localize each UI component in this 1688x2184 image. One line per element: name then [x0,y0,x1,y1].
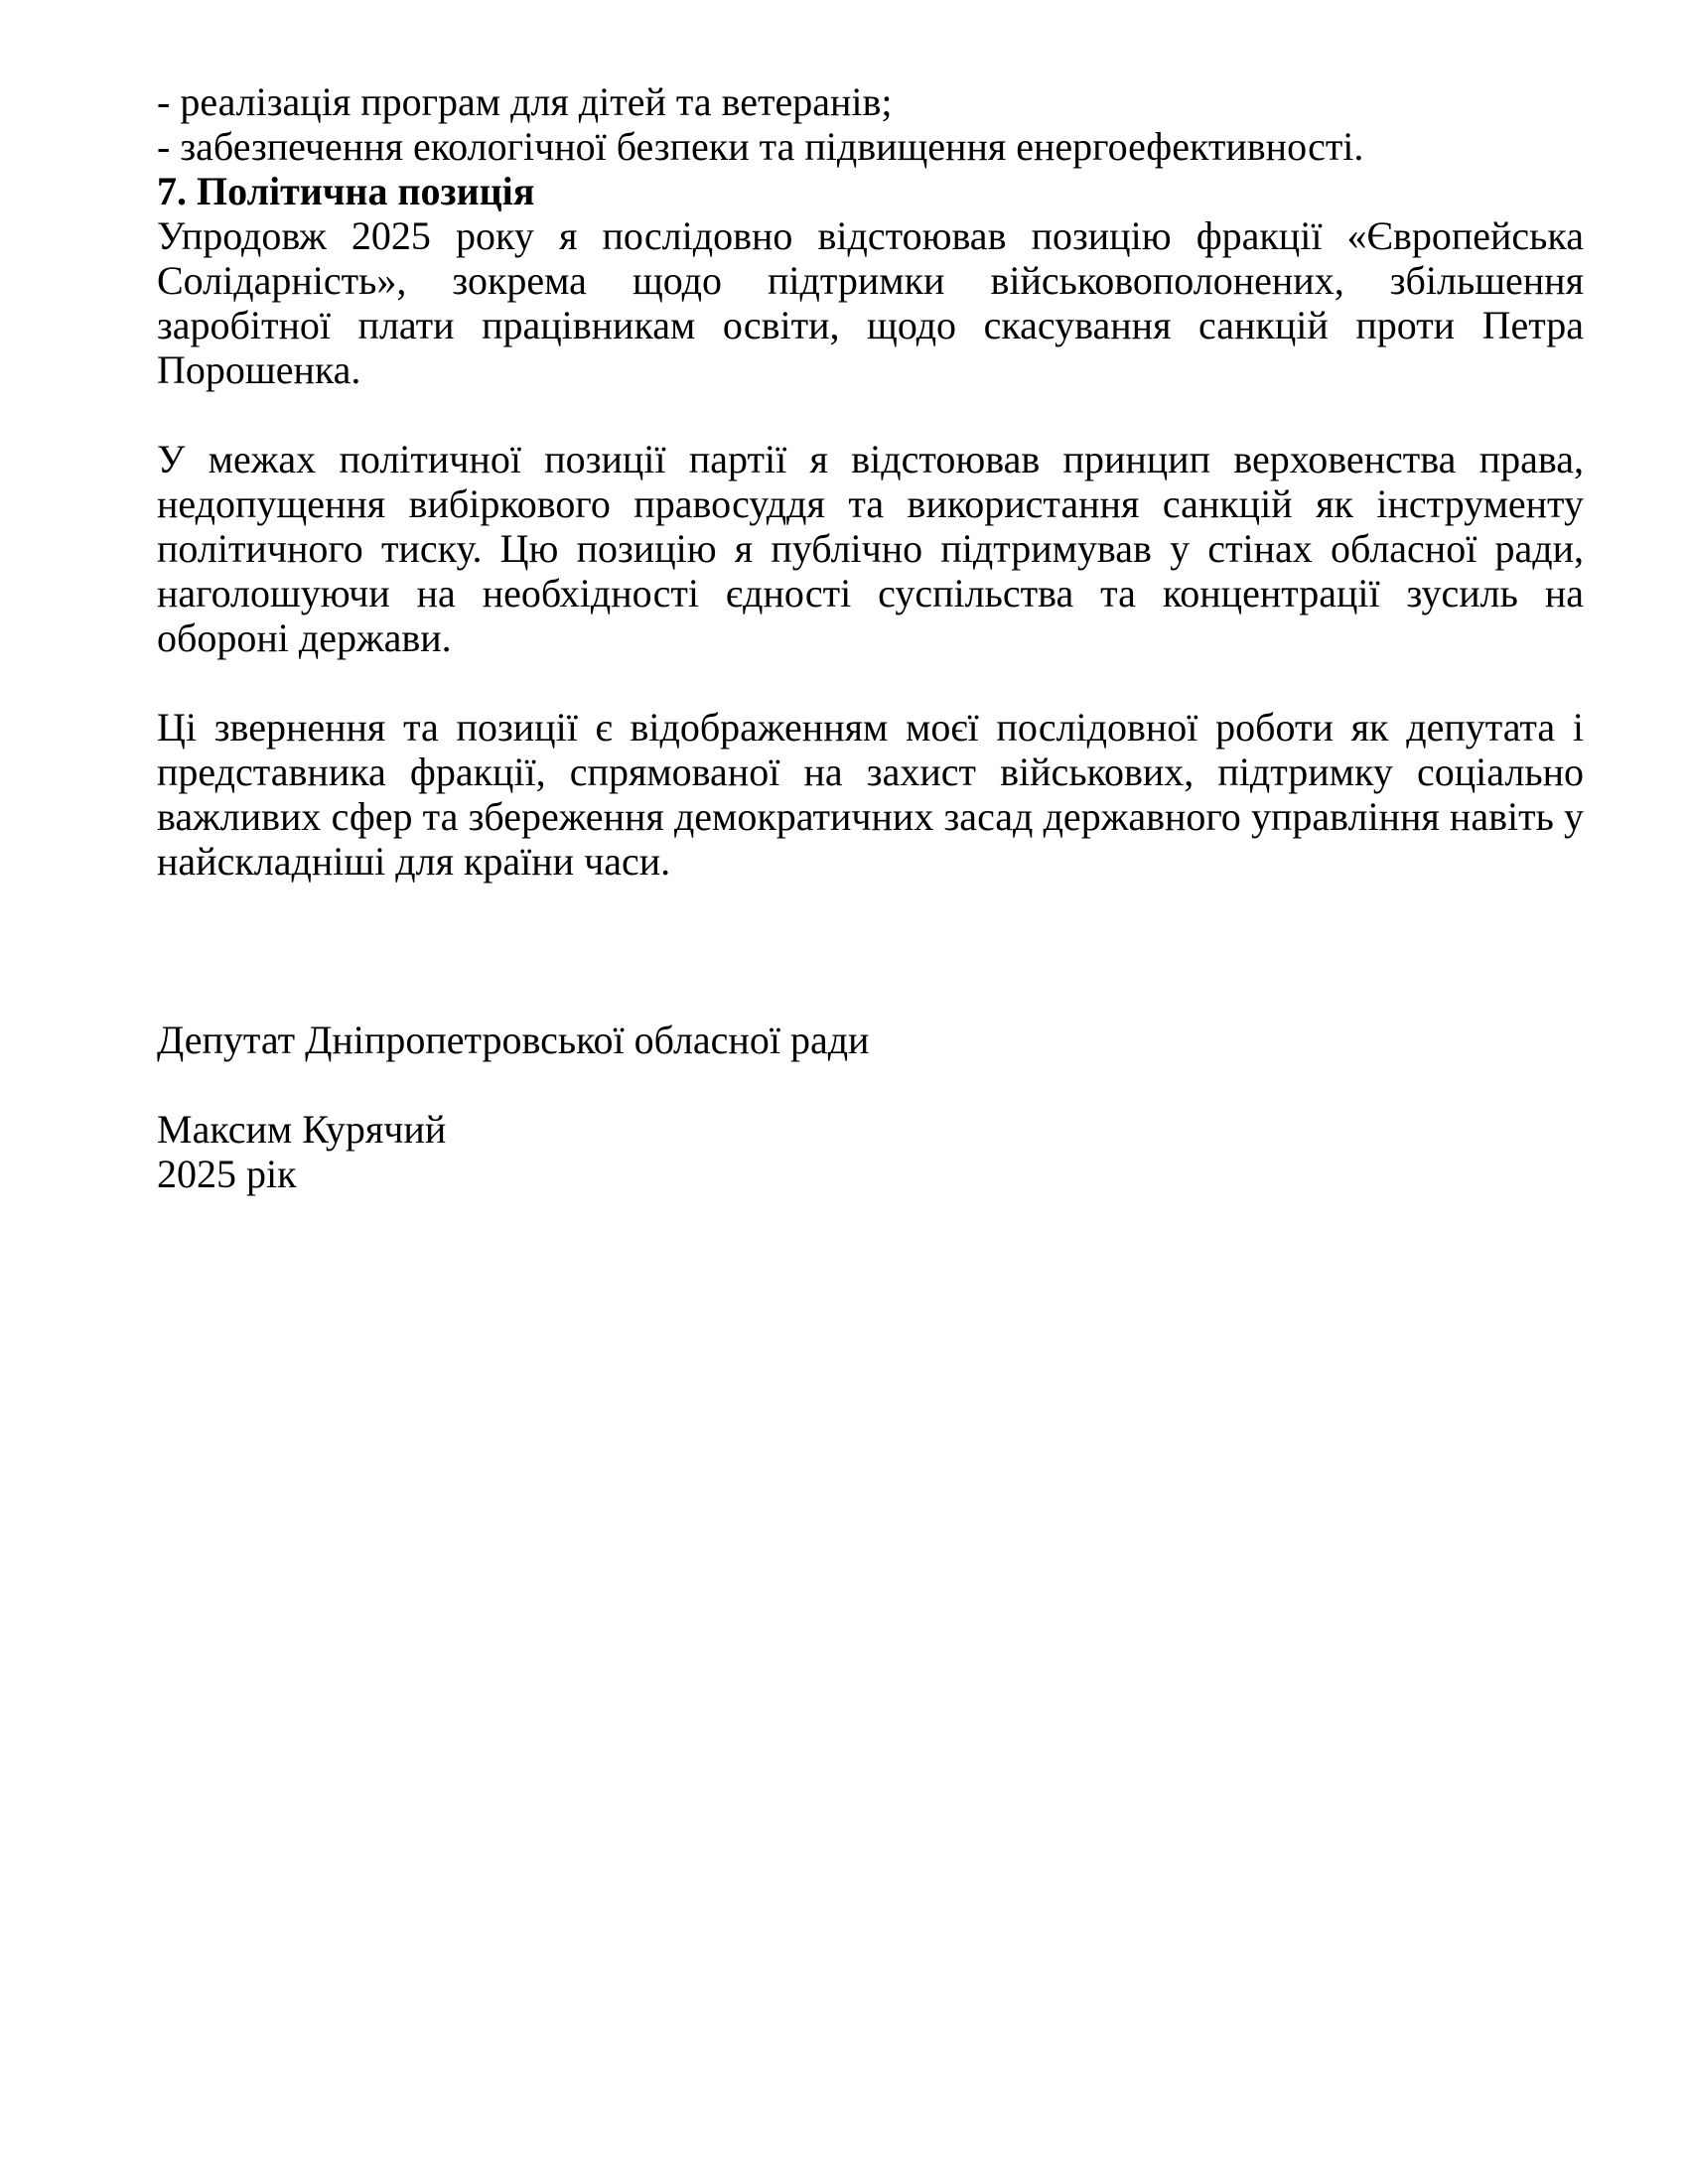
section-heading-political-position: 7. Політична позиція [157,169,535,213]
signature-block [157,1018,1584,1196]
bullet-line-ecology-energy: - забезпечення екологічної безпеки та підвищення енергоефективності. [157,124,1364,169]
bullet-line-children-veterans: - реалізація програм для дітей та ветеранів; [157,79,893,124]
paragraph-rule-of-law: У межах політичної позиції партії я відстоював принцип верховенства права, недопущення вибіркового правосуддя та використання санкцій як інструменту політичного тиску. Цю позицію я публічно підтримував у стінах обласної ради, наголошуючи на необхідності єдності суспільства та концентрації зусиль на обороні держави. [157,437,1584,660]
signature-position-title: Депутат Дніпропетровської обласної ради [157,1018,870,1062]
paragraph-summary: Ці звернення та позиції є відображенням моєї послідовної роботи як депутата і представника фракції, спрямованої на захист військових, підтримку соціально важливих сфер та збереження демократичних засад державного управління навіть у найскладніші для країни часи. [157,705,1584,884]
bullet-list [157,79,1584,169]
signature-year: 2025 рік [157,1152,297,1196]
paragraph-faction-position: Упродовж 2025 року я послідовно відстоював позицію фракції «Європейська Солідарність», зокрема щодо підтримки військовополонених, збільшення заробітної плати працівникам освіти, щодо скасування санкцій проти Петра Порошенка. [157,213,1584,392]
signature-name: Максим Курячий [157,1107,447,1152]
